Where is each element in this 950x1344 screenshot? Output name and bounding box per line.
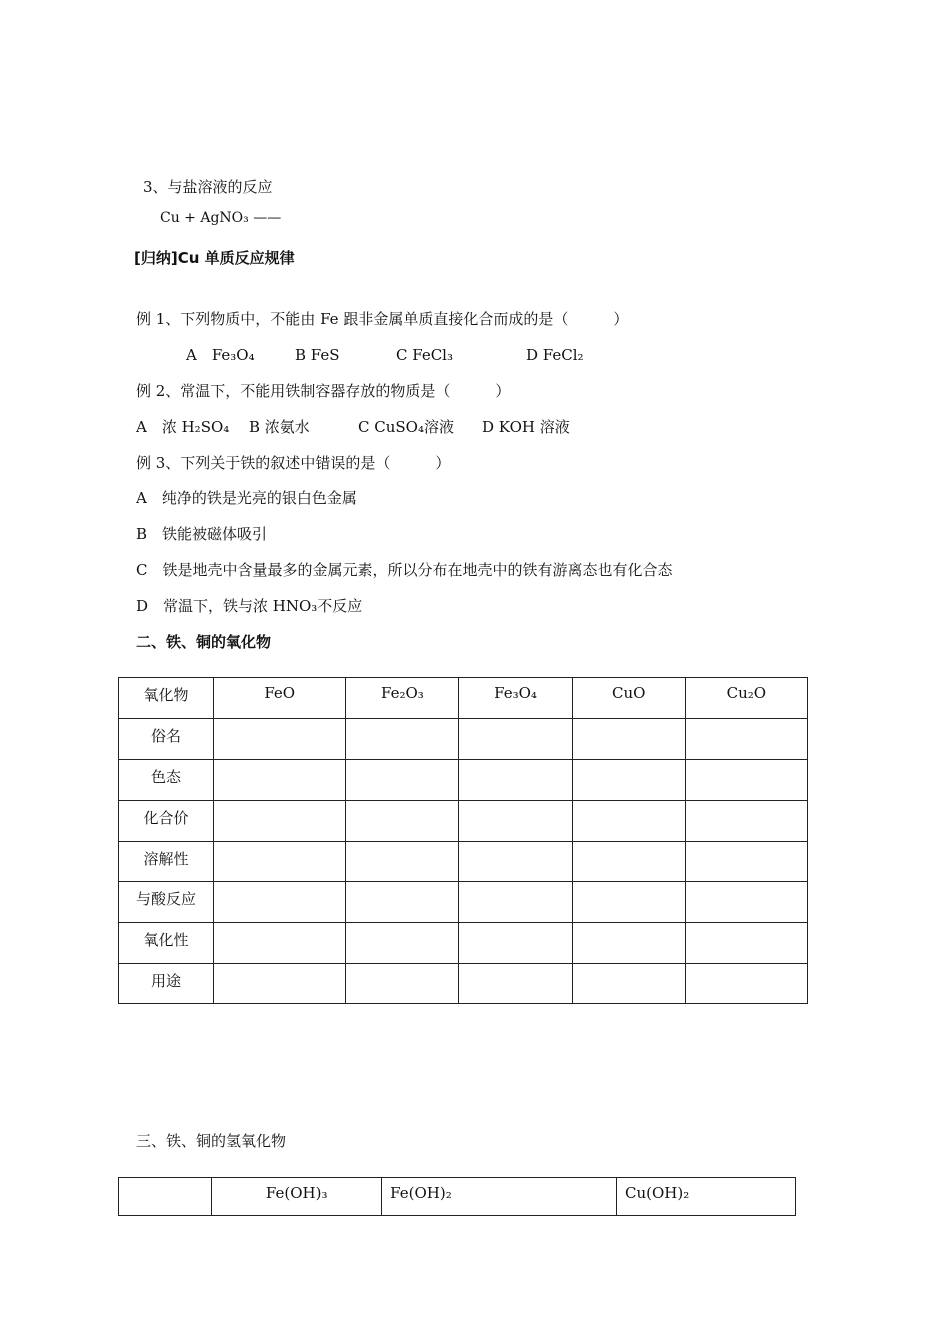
row-label-uses: 用途 bbox=[119, 964, 214, 1004]
table-row bbox=[119, 842, 808, 882]
table-row bbox=[119, 923, 808, 964]
row-label-acid-reaction: 与酸反应 bbox=[119, 882, 214, 923]
example1-question: 例 1、下列物质中，不能由 Fe 跟非金属单质直接化合而成的是（ ） bbox=[136, 310, 629, 328]
example3-option-a: A 纯净的铁是光亮的银白色金属 bbox=[136, 489, 357, 507]
example1-option-a: A Fe₃O₄ bbox=[186, 346, 255, 364]
example3-option-b: B 铁能被磁体吸引 bbox=[136, 525, 268, 543]
oxides-col-fe3o4: Fe₃O₄ bbox=[459, 678, 572, 719]
oxides-col-cuo: CuO bbox=[572, 678, 685, 719]
example2-question: 例 2、常温下，不能用铁制容器存放的物质是（ ） bbox=[136, 382, 511, 400]
section3-heading: 3、与盐溶液的反应 bbox=[143, 178, 273, 196]
table-row bbox=[119, 760, 808, 801]
example1-option-c: C FeCl₃ bbox=[396, 346, 453, 364]
example3-option-c: C 铁是地壳中含量最多的金属元素，所以分布在地壳中的铁有游离态也有化合态 bbox=[136, 561, 673, 579]
example1-option-b: B FeS bbox=[295, 346, 340, 364]
table-row bbox=[119, 719, 808, 760]
example3-question: 例 3、下列关于铁的叙述中错误的是（ ） bbox=[136, 454, 451, 472]
cu-agno3-reaction: Cu + AgNO₃ —— bbox=[160, 210, 282, 226]
example2-option-b: B 浓氨水 bbox=[249, 418, 310, 436]
hydroxides-heading: 三、铁、铜的氢氧化物 bbox=[136, 1132, 287, 1150]
table-row bbox=[119, 1178, 796, 1216]
oxides-heading: 二、铁、铜的氧化物 bbox=[136, 633, 272, 651]
row-label-color-state: 色态 bbox=[119, 760, 214, 801]
example2-option-d: D KOH 溶液 bbox=[482, 418, 570, 436]
table-row bbox=[119, 964, 808, 1004]
hydroxides-col-cuoh2: Cu(OH)₂ bbox=[617, 1178, 796, 1216]
row-label-solubility: 溶解性 bbox=[119, 842, 214, 882]
table-row bbox=[119, 801, 808, 842]
summary-heading: [归纳]Cu 单质反应规律 bbox=[134, 249, 295, 267]
example3-option-d: D 常温下，铁与浓 HNO₃不反应 bbox=[136, 597, 363, 615]
oxides-col-cu2o: Cu₂O bbox=[685, 678, 807, 719]
oxides-table bbox=[118, 677, 808, 1004]
example1-options bbox=[136, 345, 836, 365]
hydroxides-table bbox=[118, 1177, 796, 1216]
table-row bbox=[119, 882, 808, 923]
example2-option-a: A 浓 H₂SO₄ bbox=[136, 418, 230, 436]
hydroxides-col-feoh2: Fe(OH)₂ bbox=[382, 1178, 617, 1216]
oxides-col-feo: FeO bbox=[214, 678, 346, 719]
oxides-header-label: 氧化物 bbox=[119, 678, 214, 719]
row-label-valence: 化合价 bbox=[119, 801, 214, 842]
example2-options bbox=[136, 417, 836, 437]
hydroxides-col-feoh3: Fe(OH)₃ bbox=[212, 1178, 382, 1216]
example2-option-c: C CuSO₄溶液 bbox=[358, 418, 454, 436]
example1-option-d: D FeCl₂ bbox=[526, 346, 584, 364]
row-label-alias: 俗名 bbox=[119, 719, 214, 760]
oxides-col-fe2o3: Fe₂O₃ bbox=[346, 678, 459, 719]
table-row bbox=[119, 678, 808, 719]
row-label-oxidizing: 氧化性 bbox=[119, 923, 214, 964]
